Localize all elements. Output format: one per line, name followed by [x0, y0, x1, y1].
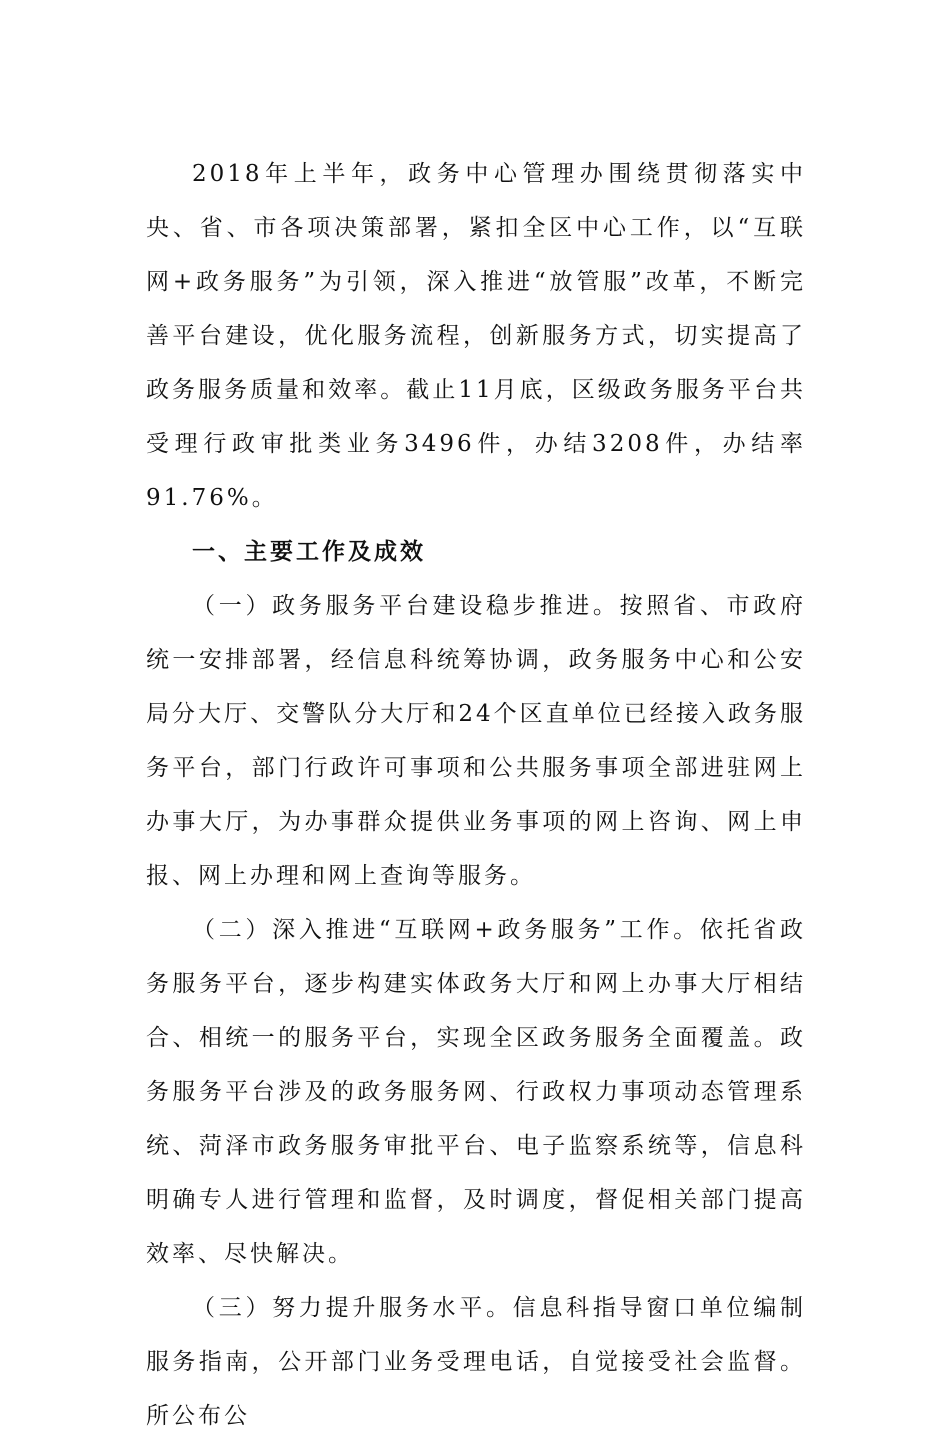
document-body	[146, 147, 806, 1443]
section-heading: 一、主要工作及成效	[192, 539, 426, 565]
intro-paragraph: 2018年上半年，政务中心管理办围绕贯彻落实中央、省、市各项决策部署，紧扣全区中心工作，以“互联网+政务服务”为引领，深入推进“放管服”改革，不断完善平台建设，优化服务流程，创新服务方式，切实提高了政务服务质量和效率。截止11月底，区级政务服务平台共受理行政审批类业务3496件，办结3208件，办结率91.76%。	[146, 161, 806, 511]
section-paragraph-3: （三）努力提升服务水平。信息科指导窗口单位编制服务指南，公开部门业务受理电话，自觉接受社会监督。所公布公	[146, 1295, 806, 1429]
section-paragraph-1: （一）政务服务平台建设稳步推进。按照省、市政府统一安排部署，经信息科统筹协调，政务服务中心和公安局分大厅、交警队分大厅和24个区直单位已经接入政务服务平台，部门行政许可事项和公共服务事项全部进驻网上办事大厅，为办事群众提供业务事项的网上咨询、网上申报、网上办理和网上查询等服务。	[146, 593, 806, 889]
section-paragraph-2: （二）深入推进“互联网+政务服务”工作。依托省政务服务平台，逐步构建实体政务大厅和网上办事大厅相结合、相统一的服务平台，实现全区政务服务全面覆盖。政务服务平台涉及的政务服务网、行政权力事项动态管理系统、菏泽市政务服务审批平台、电子监察系统等，信息科明确专人进行管理和监督，及时调度，督促相关部门提高效率、尽快解决。	[146, 917, 806, 1267]
